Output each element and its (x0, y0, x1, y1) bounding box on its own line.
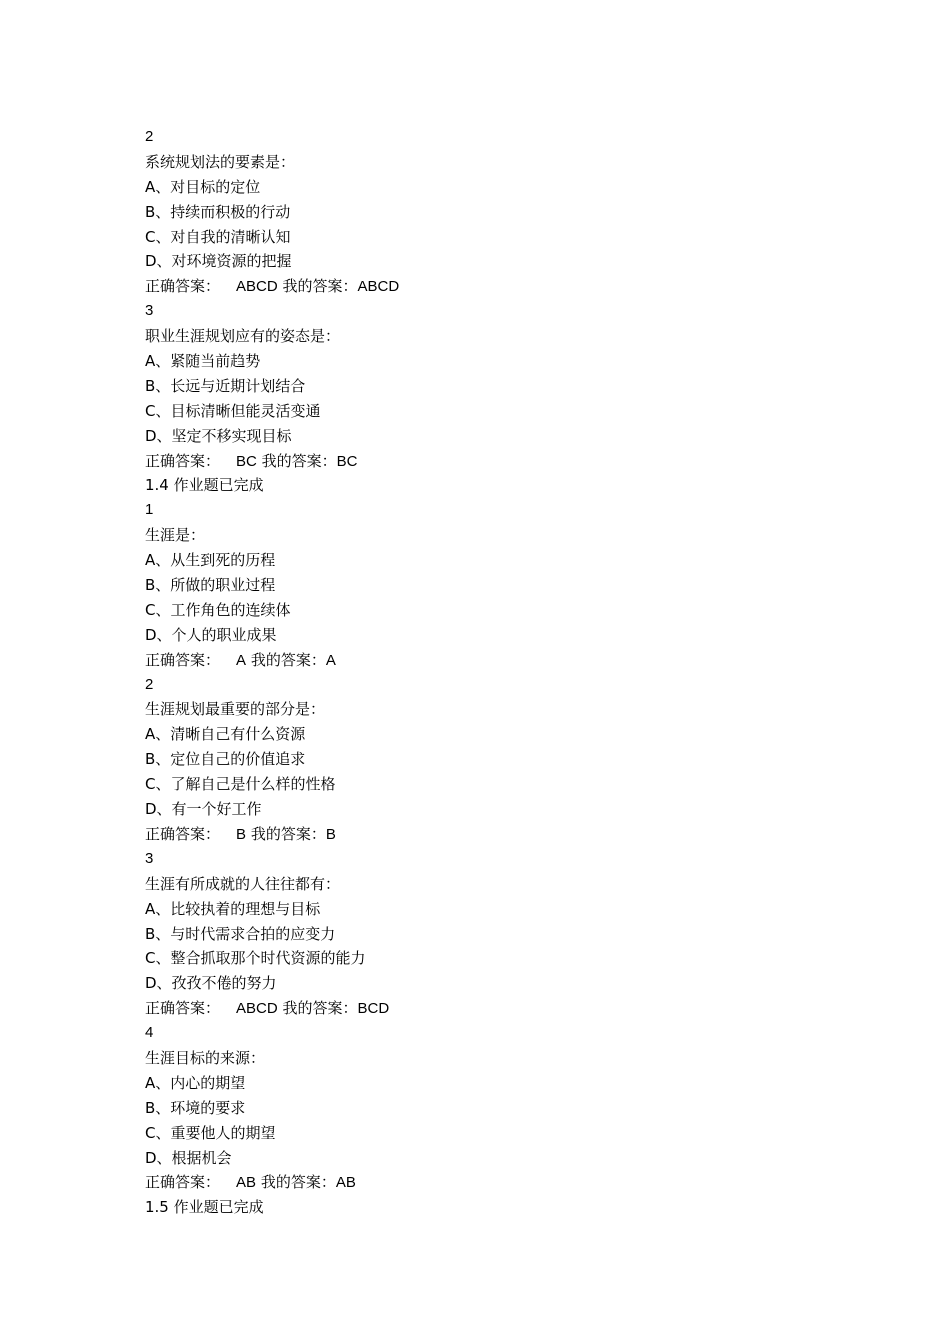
correct-answer-label: 正确答案： (145, 824, 221, 843)
option-d: D、有一个好工作 (145, 800, 262, 819)
answer-line (145, 648, 845, 673)
correct-answer-label: 正确答案： (145, 999, 221, 1018)
answer-line (145, 1170, 845, 1195)
option-b: B、定位自己的价值追求 (145, 750, 306, 769)
answer-line (145, 996, 845, 1021)
my-answer-label: 我的答案： (260, 1173, 336, 1192)
question-block (145, 673, 845, 847)
correct-answer-value: BC (236, 452, 257, 470)
question-number: 3 (145, 849, 154, 867)
answer-line (145, 274, 845, 299)
option-c: C、了解自己是什么样的性格 (145, 775, 336, 794)
my-answer-value: ABCD (357, 278, 400, 296)
my-answer-label: 我的答案： (282, 277, 358, 296)
answer-line (145, 449, 845, 474)
option-a: A、对目标的定位 (145, 177, 261, 196)
option-b: B、长远与近期计划结合 (145, 376, 306, 395)
question-number: 4 (145, 1024, 154, 1042)
option-d: D、个人的职业成果 (145, 625, 277, 644)
question-number: 3 (145, 302, 154, 320)
option-a: A、比较执着的理想与目标 (145, 899, 321, 918)
question-text: 生涯规划最重要的部分是： (145, 700, 326, 719)
option-c: C、重要他人的期望 (145, 1123, 276, 1142)
question-block (145, 299, 845, 473)
my-answer-value: A (325, 651, 336, 669)
option-c: C、对自我的清晰认知 (145, 227, 291, 246)
question-text: 系统规划法的要素是： (145, 152, 296, 171)
question-text: 职业生涯规划应有的姿态是： (145, 327, 341, 346)
question-number: 2 (145, 128, 154, 145)
document-page (145, 125, 845, 1220)
correct-answer-value: ABCD (236, 278, 278, 296)
question-block (145, 498, 845, 672)
correct-answer-value: AB (236, 1174, 257, 1192)
option-d: D、坚定不移实现目标 (145, 426, 292, 445)
my-answer-value: BC (336, 452, 358, 470)
correct-answer-label: 正确答案： (145, 1173, 221, 1192)
option-b: B、持续而积极的行动 (145, 202, 291, 221)
my-answer-label: 我的答案： (261, 451, 337, 470)
question-number: 2 (145, 675, 154, 693)
my-answer-value: B (325, 825, 336, 843)
question-text: 生涯目标的来源： (145, 1048, 266, 1067)
option-d: D、孜孜不倦的努力 (145, 974, 277, 993)
question-block (145, 1021, 845, 1195)
option-a: A、内心的期望 (145, 1073, 246, 1092)
question-text: 生涯有所成就的人往往都有： (145, 874, 341, 893)
correct-answer-value: B (236, 825, 247, 843)
correct-answer-value: A (236, 651, 247, 669)
my-answer-label: 我的答案： (250, 650, 326, 669)
correct-answer-value: ABCD (236, 1000, 278, 1018)
option-d: D、对环境资源的把握 (145, 252, 292, 271)
option-c: C、工作角色的连续体 (145, 600, 291, 619)
option-c: C、目标清晰但能灵活变通 (145, 401, 321, 420)
correct-answer-label: 正确答案： (145, 650, 221, 669)
my-answer-label: 我的答案： (250, 824, 326, 843)
option-b: B、所做的职业过程 (145, 576, 276, 595)
my-answer-value: AB (335, 1174, 356, 1192)
option-b: B、环境的要求 (145, 1098, 246, 1117)
option-a: A、紧随当前趋势 (145, 352, 261, 371)
question-text: 生涯是： (145, 526, 206, 545)
option-b: B、与时代需求合拍的应变力 (145, 924, 336, 943)
option-c: C、整合抓取那个时代资源的能力 (145, 949, 366, 968)
section-heading-1-4: 1.4 作业题已完成 (145, 476, 264, 495)
correct-answer-label: 正确答案： (145, 277, 221, 296)
question-number: 1 (145, 501, 154, 519)
option-a: A、从生到死的历程 (145, 551, 276, 570)
my-answer-value: BCD (357, 1000, 390, 1018)
option-a: A、清晰自己有什么资源 (145, 725, 306, 744)
answer-line (145, 822, 845, 847)
my-answer-label: 我的答案： (282, 999, 358, 1018)
question-block (145, 847, 845, 1021)
section-heading-1-5: 1.5 作业题已完成 (145, 1198, 264, 1217)
correct-answer-label: 正确答案： (145, 451, 221, 470)
option-d: D、根据机会 (145, 1148, 232, 1167)
question-block (145, 125, 845, 299)
